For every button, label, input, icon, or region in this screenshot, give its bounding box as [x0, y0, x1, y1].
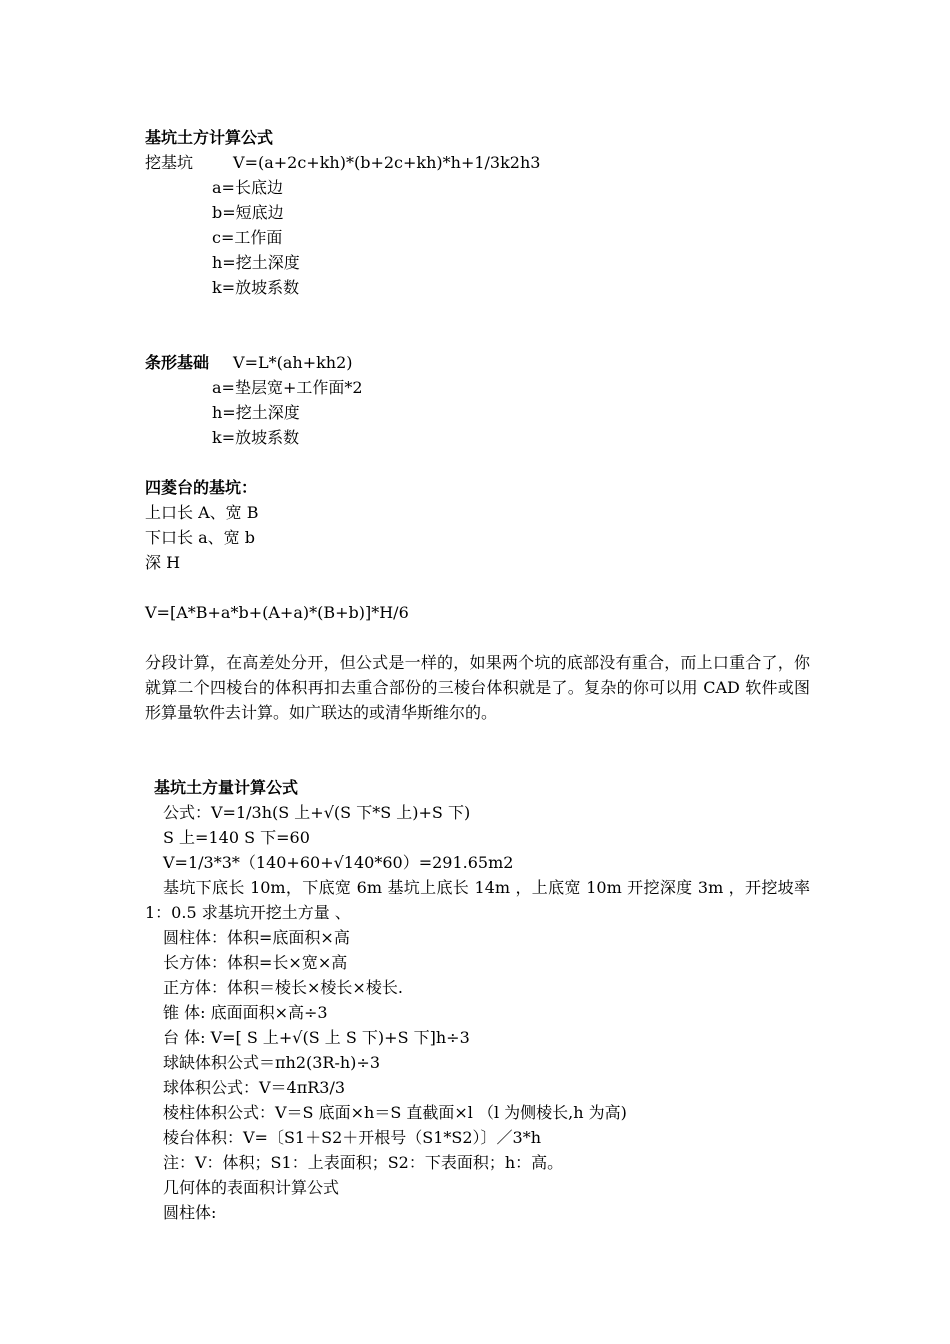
section4-title: 基坑土方量计算公式: [154, 778, 299, 797]
spacer: [145, 300, 810, 350]
section3-formula: V=[A*B+a*b+(A+a)*(B+b)]*H/6: [145, 603, 409, 622]
section2-formula: V=L*(ah+kh2): [233, 353, 353, 372]
document-content: [145, 125, 810, 1225]
section4-cone-volume: 锥 体: 底面面积×高÷3: [163, 1003, 328, 1022]
section4-spherical-cap-volume: 球缺体积公式＝πh2(3R-h)÷3: [163, 1053, 381, 1072]
section1-var-h: h=挖土深度: [212, 253, 300, 272]
section3-line-depth: 深 H: [145, 553, 181, 572]
section4-frustum-volume: 台 体: V=[ S 上+√(S 上 S 下)+S 下]h÷3: [163, 1028, 470, 1047]
section4-cuboid-volume: 长方体：体积=长×宽×高: [163, 953, 348, 972]
section1-formula: V=(a+2c+kh)*(b+2c+kh)*h+1/3k2h3: [233, 153, 541, 172]
section4-prismoid-volume: 棱台体积：V=〔S1＋S2＋开根号（S1*S2）〕／3*h: [163, 1128, 542, 1147]
section1-var-c: c=工作面: [212, 228, 283, 247]
section2-formula-line: [145, 350, 810, 375]
section4-cylinder-label: 圆柱体:: [163, 1203, 217, 1222]
section4-line-formula: 公式：V=1/3h(S 上+√(S 下*S 上)+S 下): [163, 803, 471, 822]
section3-line-bottom: 下口长 a、宽 b: [145, 528, 255, 547]
section2-title: 条形基础: [145, 353, 210, 372]
spacer: [145, 625, 810, 650]
section1-label: 挖基坑: [145, 153, 194, 172]
section2-var-k: k=放坡系数: [212, 428, 300, 447]
section1-title: 基坑土方计算公式: [145, 128, 274, 147]
section4-prism-volume: 棱柱体积公式：V＝S 底面×h＝S 直截面×l （l 为侧棱长,h 为高): [163, 1103, 627, 1122]
section4-cube-volume: 正方体：体积＝棱长×棱长×棱长.: [163, 978, 403, 997]
section4-line-areas: S 上=140 S 下=60: [163, 828, 310, 847]
section4-cylinder-volume: 圆柱体：体积=底面积×高: [163, 928, 350, 947]
section4-sphere-volume: 球体积公式：V＝4πR3/3: [163, 1078, 346, 1097]
section4-note: 注：V：体积；S1：上表面积；S2：下表面积；h：高。: [163, 1153, 564, 1172]
section2-var-h: h=挖土深度: [212, 403, 300, 422]
section2-var-a: a=垫层宽+工作面*2: [212, 378, 363, 397]
section3-line-top: 上口长 A、宽 B: [145, 503, 259, 522]
section3-paragraph: 分段计算，在高差处分开，但公式是一样的，如果两个坑的底部没有重合，而上口重合了，你就算二个四棱台的体积再扣去重合部份的三棱台体积就是了。复杂的你可以用 CAD 软件或图形算量软件去计算。如广联达的或清华斯维尔的。: [145, 653, 810, 722]
spacer: [145, 725, 810, 775]
section4-problem: 基坑下底长 10m，下底宽 6m 基坑上底长 14m ，上底宽 10m 开挖深度 3m ，开挖坡率 1：0.5 求基坑开挖土方量 、: [145, 878, 810, 922]
section1-formula-line: [145, 150, 810, 175]
section3-title: 四菱台的基坑：: [145, 478, 258, 497]
section4-surface-area-heading: 几何体的表面积计算公式: [163, 1178, 340, 1197]
section1-var-k: k=放坡系数: [212, 278, 300, 297]
section4-line-result: V=1/3*3*（140+60+√140*60）=291.65m2: [163, 853, 514, 872]
section1-var-b: b=短底边: [212, 203, 284, 222]
section1-var-a: a=长底边: [212, 178, 283, 197]
spacer: [145, 450, 810, 475]
spacer: [145, 575, 810, 600]
